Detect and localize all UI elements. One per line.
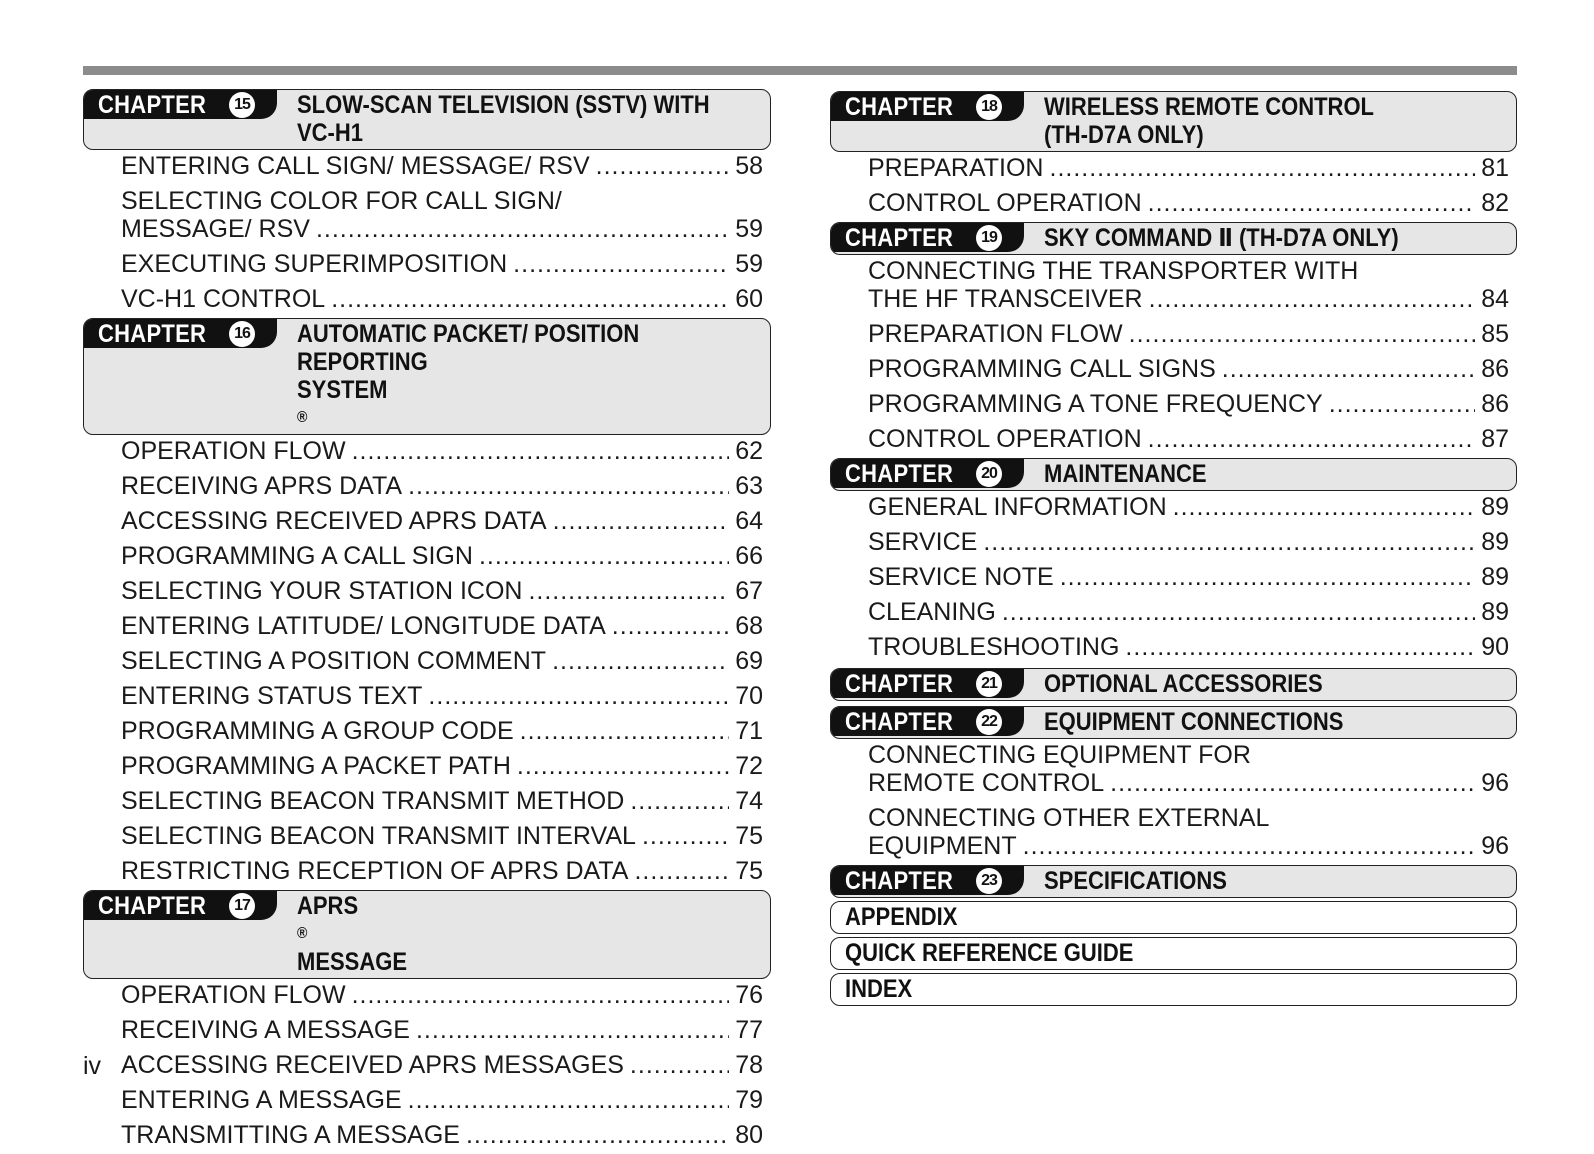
chapter-title — [1044, 707, 1517, 738]
toc-entry-page: 59 — [735, 215, 763, 243]
chapter-title-line: SPECIFICATIONS — [1044, 867, 1227, 895]
chapter-number-badge: 16 — [229, 321, 255, 347]
chapter-title-line: SKY COMMAND Ⅱ (TH-D7A ONLY) — [1044, 224, 1399, 252]
toc-entry-page: 76 — [735, 981, 763, 1009]
chapter-tab — [831, 92, 1024, 121]
index-header[interactable] — [830, 973, 1517, 1006]
dot-leader — [1222, 355, 1475, 383]
toc-entry-page: 77 — [735, 1016, 763, 1044]
chapter-22-header[interactable] — [830, 706, 1517, 739]
chapter-tab — [831, 223, 1024, 252]
toc-entry-label: SELECTING YOUR STATION ICON — [121, 577, 523, 605]
chapter-title — [1044, 866, 1517, 897]
chapter-title — [1044, 223, 1517, 254]
dot-leader — [1023, 832, 1476, 860]
dot-leader — [1329, 390, 1475, 418]
chapter-tab — [84, 90, 277, 119]
chapter-label: CHAPTER — [98, 892, 207, 920]
toc-entry-page: 75 — [735, 822, 763, 850]
chapter-tab — [831, 707, 1024, 736]
chapter-label: CHAPTER — [845, 867, 954, 895]
toc-entry-page: 81 — [1481, 154, 1509, 182]
toc-entry-page: 68 — [735, 612, 763, 640]
dot-leader — [1125, 633, 1475, 661]
toc-entry[interactable] — [868, 526, 1509, 561]
toc-entry-label: ENTERING A MESSAGE — [121, 1086, 402, 1114]
toc-entry-label: ACCESSING RECEIVED APRS DATA — [121, 507, 547, 535]
dot-leader — [408, 1086, 730, 1114]
dot-leader — [983, 528, 1475, 556]
chapter-19-header[interactable] — [830, 222, 1517, 255]
dot-leader — [552, 647, 729, 675]
toc-entry-page: 90 — [1481, 633, 1509, 661]
toc-entry-label: PROGRAMMING A CALL SIGN — [121, 542, 473, 570]
toc-entry-label: PROGRAMMING A PACKET PATH — [121, 752, 511, 780]
toc-entry-label-line1: CONNECTING OTHER EXTERNAL — [868, 804, 1270, 832]
chapter-18-entries — [830, 152, 1517, 222]
dot-leader — [466, 1121, 729, 1149]
dot-leader — [1050, 154, 1476, 182]
toc-column-left — [83, 89, 771, 1154]
toc-entry[interactable] — [121, 785, 763, 820]
chapter-title — [297, 90, 771, 149]
toc-entry-label: TRANSMITTING A MESSAGE — [121, 1121, 460, 1149]
chapter-tab — [831, 669, 1024, 698]
chapter-tab — [831, 459, 1024, 488]
chapter-title-text: SYSTEM — [297, 376, 388, 404]
toc-entry-page: 66 — [735, 542, 763, 570]
toc-entry[interactable] — [121, 1119, 763, 1154]
toc-entry-label: SERVICE NOTE — [868, 563, 1054, 591]
chapter-number-badge: 17 — [229, 893, 255, 919]
chapter-number-badge: 19 — [976, 225, 1002, 251]
dot-leader — [1148, 425, 1476, 453]
toc-entry[interactable] — [121, 283, 763, 318]
toc-entry-label: CONTROL OPERATION — [868, 425, 1142, 453]
chapter-title-line: OPTIONAL ACCESSORIES — [1044, 670, 1323, 698]
chapter-20-entries — [830, 491, 1517, 666]
chapter-title — [1044, 669, 1517, 700]
toc-entry-page: 62 — [735, 437, 763, 465]
toc-entry[interactable] — [121, 540, 763, 575]
toc-entry[interactable] — [121, 1014, 763, 1049]
toc-entry-label: ACCESSING RECEIVED APRS MESSAGES — [121, 1051, 624, 1079]
toc-entry-label: REMOTE CONTROL — [868, 769, 1105, 797]
chapter-18-header[interactable] — [830, 91, 1517, 152]
chapter-title-line: MAINTENANCE — [1044, 460, 1207, 488]
chapter-title-text: MESSAGE — [297, 948, 408, 976]
toc-entry-page: 71 — [735, 717, 763, 745]
chapter-label: CHAPTER — [98, 320, 207, 348]
toc-entry-label: PREPARATION FLOW — [868, 320, 1123, 348]
toc-entry-page: 96 — [1481, 832, 1509, 860]
toc-entry[interactable] — [121, 855, 763, 890]
chapter-title — [297, 891, 771, 978]
toc-entry[interactable] — [121, 505, 763, 540]
toc-entry-page: 79 — [735, 1086, 763, 1114]
toc-entry-label: CLEANING — [868, 598, 996, 626]
chapter-21-header[interactable] — [830, 668, 1517, 701]
top-rule — [83, 66, 1517, 75]
toc-entry-page: 67 — [735, 577, 763, 605]
dot-leader — [1173, 493, 1476, 521]
toc-entry-label: EQUIPMENT — [868, 832, 1017, 860]
chapter-title-line — [297, 892, 771, 976]
chapter-20-header[interactable] — [830, 458, 1517, 491]
dot-leader — [612, 612, 729, 640]
chapter-15-header[interactable] — [83, 89, 771, 150]
toc-entry[interactable] — [121, 610, 763, 645]
dot-leader — [1002, 598, 1475, 626]
quick-reference-title: QUICK REFERENCE GUIDE — [845, 939, 1134, 967]
chapter-title-line: EQUIPMENT CONNECTIONS — [1044, 708, 1344, 736]
toc-entry-label: PROGRAMMING A GROUP CODE — [121, 717, 514, 745]
dot-leader — [428, 682, 729, 710]
dot-leader — [517, 752, 729, 780]
toc-entry-page: 85 — [1481, 320, 1509, 348]
chapter-tab — [84, 891, 277, 920]
page-number: iv — [83, 1052, 102, 1080]
toc-entry[interactable] — [121, 750, 763, 785]
toc-entry-label: ENTERING LATITUDE/ LONGITUDE DATA — [121, 612, 606, 640]
chapter-label: CHAPTER — [845, 93, 954, 121]
toc-entry-page: 89 — [1481, 528, 1509, 556]
toc-entry[interactable] — [868, 353, 1509, 388]
appendix-title: APPENDIX — [845, 903, 958, 931]
chapter-tab — [84, 319, 277, 348]
chapter-title-line-2 — [297, 376, 771, 432]
toc-entry-label: SERVICE — [868, 528, 978, 556]
dot-leader — [630, 787, 729, 815]
toc-entry[interactable] — [868, 152, 1509, 187]
chapter-17-entries — [83, 979, 771, 1154]
toc-entry[interactable] — [121, 248, 763, 283]
toc-entry-label: OPERATION FLOW — [121, 981, 346, 1009]
dot-leader — [1148, 189, 1476, 217]
dot-leader — [316, 215, 729, 243]
toc-entry-label-line1: SELECTING COLOR FOR CALL SIGN/ — [121, 187, 562, 215]
toc-entry-label: SELECTING BEACON TRANSMIT INTERVAL — [121, 822, 636, 850]
toc-entry-page: 89 — [1481, 493, 1509, 521]
toc-entry-page: 89 — [1481, 598, 1509, 626]
toc-entry[interactable] — [121, 1084, 763, 1119]
toc-entry[interactable] — [868, 561, 1509, 596]
toc-entry-label: SELECTING BEACON TRANSMIT METHOD — [121, 787, 625, 815]
toc-entry[interactable] — [121, 680, 763, 715]
dot-leader — [352, 437, 730, 465]
toc-entry-page: 80 — [735, 1121, 763, 1149]
chapter-title-line: SLOW-SCAN TELEVISION (SSTV) WITH — [297, 91, 710, 119]
toc-entry[interactable] — [121, 820, 763, 855]
toc-entry-page: 60 — [735, 285, 763, 313]
toc-entry-label: PROGRAMMING CALL SIGNS — [868, 355, 1216, 383]
toc-entry[interactable] — [121, 715, 763, 750]
dot-leader — [520, 717, 730, 745]
toc-entry-label: PROGRAMMING A TONE FREQUENCY — [868, 390, 1323, 418]
chapter-label: CHAPTER — [98, 91, 207, 119]
chapter-label: CHAPTER — [845, 670, 954, 698]
toc-entry-label: GENERAL INFORMATION — [868, 493, 1167, 521]
toc-entry-label: SELECTING A POSITION COMMENT — [121, 647, 547, 675]
toc-entry-label: MESSAGE/ RSV — [121, 215, 310, 243]
toc-entry[interactable] — [121, 645, 763, 680]
dot-leader — [1129, 320, 1476, 348]
toc-entry[interactable] — [868, 739, 1509, 802]
registered-mark: ® — [297, 409, 308, 426]
toc-entry[interactable] — [121, 1049, 763, 1084]
dot-leader — [513, 250, 729, 278]
toc-entry-page: 64 — [735, 507, 763, 535]
toc-entry-label: ENTERING STATUS TEXT — [121, 682, 423, 710]
toc-entry-page: 78 — [735, 1051, 763, 1079]
toc-entry-page: 74 — [735, 787, 763, 815]
toc-entry-page: 70 — [735, 682, 763, 710]
chapter-23-header[interactable] — [830, 865, 1517, 898]
chapter-tab — [831, 866, 1024, 895]
toc-entry-page: 84 — [1481, 285, 1509, 313]
chapter-title — [297, 319, 771, 434]
toc-entry-page: 82 — [1481, 189, 1509, 217]
chapter-number-badge: 20 — [976, 461, 1002, 487]
chapter-title-line: AUTOMATIC PACKET/ POSITION REPORTING — [297, 320, 640, 376]
toc-entry[interactable] — [121, 575, 763, 610]
toc-entry[interactable] — [868, 423, 1509, 458]
chapter-17-header[interactable] — [83, 890, 771, 979]
chapter-number-badge: 21 — [976, 671, 1002, 697]
chapter-number-badge: 15 — [229, 92, 255, 118]
toc-entry-label: VC-H1 CONTROL — [121, 285, 326, 313]
dot-leader — [352, 981, 730, 1009]
toc-entry-label-line1: CONNECTING THE TRANSPORTER WITH — [868, 257, 1359, 285]
toc-entry[interactable] — [121, 470, 763, 505]
toc-entry-label: RECEIVING APRS DATA — [121, 472, 403, 500]
chapter-number-badge: 22 — [976, 709, 1002, 735]
toc-column-right — [830, 89, 1517, 1006]
chapter-title-text: APRS — [297, 892, 359, 920]
toc-entry[interactable] — [868, 631, 1509, 666]
toc-entry[interactable] — [121, 979, 763, 1014]
dot-leader — [553, 507, 730, 535]
toc-entry[interactable] — [868, 388, 1509, 423]
dot-leader — [642, 822, 729, 850]
toc-entry[interactable] — [121, 435, 763, 470]
chapter-number-badge: 23 — [976, 868, 1002, 894]
toc-entry[interactable] — [868, 318, 1509, 353]
toc-entry[interactable] — [868, 491, 1509, 526]
chapter-title — [1044, 459, 1517, 490]
chapter-16-header[interactable] — [83, 318, 771, 435]
chapter-title-line: WIRELESS REMOTE CONTROL — [1044, 93, 1374, 121]
chapter-16-entries — [83, 435, 771, 890]
appendix-header[interactable] — [830, 901, 1517, 934]
dot-leader — [479, 542, 729, 570]
registered-mark: ® — [297, 925, 308, 942]
toc-entry-label-line1: CONNECTING EQUIPMENT FOR — [868, 741, 1251, 769]
dot-leader — [630, 1051, 729, 1079]
chapter-label: CHAPTER — [845, 708, 954, 736]
chapter-title-line: VC-H1 — [297, 119, 364, 147]
chapter-number-badge: 18 — [976, 94, 1002, 120]
toc-entry[interactable] — [121, 185, 763, 248]
toc-entry-page: 96 — [1481, 769, 1509, 797]
quick-reference-header[interactable] — [830, 937, 1517, 970]
toc-entry[interactable] — [868, 255, 1509, 318]
index-title: INDEX — [845, 975, 913, 1003]
toc-entry[interactable] — [868, 596, 1509, 631]
chapter-label: CHAPTER — [845, 460, 954, 488]
toc-entry-page: 86 — [1481, 390, 1509, 418]
dot-leader — [1110, 769, 1475, 797]
toc-entry-label: TROUBLESHOOTING — [868, 633, 1120, 661]
dot-leader — [634, 857, 729, 885]
toc-entry-page: 58 — [735, 152, 763, 180]
toc-entry-page: 89 — [1481, 563, 1509, 591]
toc-entry-label: OPERATION FLOW — [121, 437, 346, 465]
toc-entry-label: EXECUTING SUPERIMPOSITION — [121, 250, 508, 278]
toc-entry-label: PREPARATION — [868, 154, 1044, 182]
chapter-label: CHAPTER — [845, 224, 954, 252]
dot-leader — [596, 152, 730, 180]
toc-entry-page: 86 — [1481, 355, 1509, 383]
dot-leader — [1060, 563, 1475, 591]
toc-entry-label: ENTERING CALL SIGN/ MESSAGE/ RSV — [121, 152, 590, 180]
chapter-title-line: (TH-D7A ONLY) — [1044, 121, 1204, 149]
dot-leader — [331, 285, 729, 313]
toc-entry-page: 75 — [735, 857, 763, 885]
dot-leader — [408, 472, 729, 500]
toc-entry[interactable] — [868, 802, 1509, 865]
toc-entry[interactable] — [868, 187, 1509, 222]
toc-entry-label: CONTROL OPERATION — [868, 189, 1142, 217]
chapter-title — [1044, 92, 1517, 151]
toc-entry-page: 59 — [735, 250, 763, 278]
dot-leader — [1149, 285, 1476, 313]
toc-entry-page: 63 — [735, 472, 763, 500]
dot-leader — [416, 1016, 729, 1044]
toc-entry-page: 69 — [735, 647, 763, 675]
toc-entry-page: 72 — [735, 752, 763, 780]
toc-entry-label: THE HF TRANSCEIVER — [868, 285, 1143, 313]
toc-entry-page: 87 — [1481, 425, 1509, 453]
toc-entry[interactable] — [121, 150, 763, 185]
toc-entry-label: RECEIVING A MESSAGE — [121, 1016, 410, 1044]
dot-leader — [528, 577, 729, 605]
toc-entry-label: RESTRICTING RECEPTION OF APRS DATA — [121, 857, 629, 885]
